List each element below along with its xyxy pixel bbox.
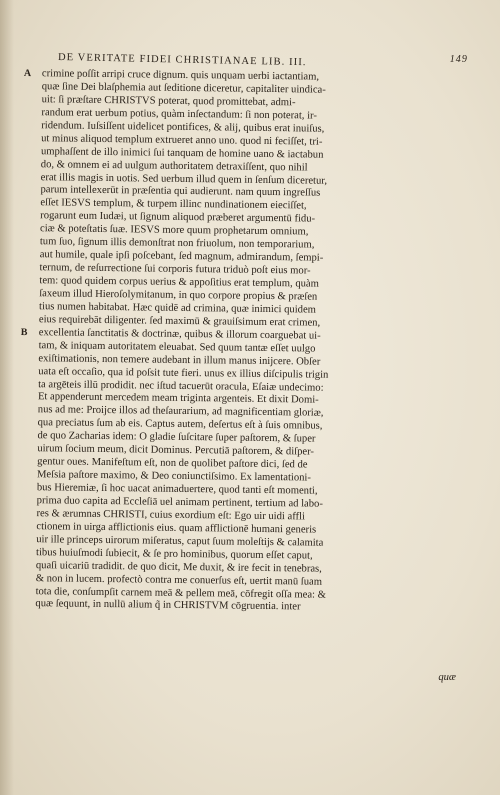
line-text: umphaſſent de illo inimici ſui tanquam de homine uano & iactabun xyxy=(40,145,324,161)
line-text: Et appenderunt mercedem meam triginta argenteis. Et dixit Domi- xyxy=(37,391,319,407)
line-text: ut minus aliquod templum extrueret anno uno. quod ni feciſſet, tri- xyxy=(41,132,323,148)
line-text: prima duo capita ad Eccleſiā uel animam pertinent, tertium ad labo- xyxy=(36,495,323,510)
line-text: quaſi uicariū tradidit. de quo dicit, Me duxit, & ire fecit in tenebras, xyxy=(35,559,322,575)
line-text: bus Hieremiæ, ſi hoc uacat animaduertere, quod tanti eſt momenti, xyxy=(36,482,318,497)
line-text: res & ærumnas CHRISTI, cuius exordium eſt: Ego uir uidi affli xyxy=(36,508,306,523)
line-text: tibus huiuſmodi ſubiecit, & ſe pro hominibus, quorum eſſet caput, xyxy=(36,546,313,562)
line-text: crimine poſſit arripi cruce dignum. quis unquam uerbi iactantiam, xyxy=(41,68,320,83)
line-text: tius numen habitabat. Hæc quidē ad crimina, quæ inimici quidem xyxy=(39,301,316,316)
line-text: eſſet IESVS templum, & turpem illinc nundinationem eieciſſet, xyxy=(40,197,307,212)
line-text: ternum, de reſurrectione ſui corporis futura triduò poſt eius mor- xyxy=(39,262,311,277)
line-text: ridendum. Iuſsiſſent uidelicet pontifices, & alij, quibus erat inuiſus, xyxy=(41,119,325,135)
line-text: quæ ſequunt, in nullū alium q̃ in CHRISTVM cōgruentia. inter xyxy=(35,598,301,613)
page-gutter-shadow xyxy=(0,0,14,795)
line-text: nus ad me: Proijce illos ad theſaurarium, ad magnificentiam gloriæ, xyxy=(37,404,324,420)
running-title: DE VERITATE FIDEI CHRISTIANAE LIB. III. xyxy=(57,52,307,69)
line-text: uirum ſocium meum, dicit Dominus. Percutiā paſtorem, & diſper- xyxy=(37,443,315,458)
line-text: aut humile, quale ipſi poſcebant, ſed magnum, admirandum, ſempi- xyxy=(39,249,324,264)
line-text: erat illis magis in uotis. Sed uerbum illud quem in ſenſum diceretur, xyxy=(40,171,328,187)
line-text: Meſsia paſtore maximo, & Deo coniunctiſsimo. Ex lamentationi- xyxy=(36,469,312,484)
line-text: qua preciatus ſum ab eis. Captus autem, deſertus eſt à ſuis omnibus, xyxy=(37,417,323,432)
line-text: & non in lucem. profectò contra me conuerſus eſt, uertit manū ſuam xyxy=(35,572,323,588)
line-text: ta argēteis illū prodidit. nec iſtud tacuerūt oracula, Eſaiæ undecimo: xyxy=(38,378,324,394)
line-text: tum ſuo, ſignum illis demonſtrat non friuolum, non temporarium, xyxy=(39,236,315,251)
running-header xyxy=(57,52,468,69)
line-text: rogarunt eum Iudæi, ut ſignum aliquod præberet argumentū fidu- xyxy=(40,210,316,225)
line-text: uit: ſi præſtare CHRISTVS poterat, quod promittebat, admi- xyxy=(41,94,296,109)
line-text: do, & omnem ei ad uulgum authoritatem detraxiſſent, quo nihil xyxy=(40,158,308,174)
line-text: tam, & iniquam autoritatem eleuabat. Sed quum tantæ eſſet uulgo xyxy=(38,339,316,355)
line-text: de quo Zacharias idem: O gladie ſuſcitare ſuper paſtorem, & ſuper xyxy=(37,430,316,445)
catchword: quæ xyxy=(438,672,456,683)
line-text: uata eſt occaſio, qua id poſsit tute fieri. unus ex illius diſcipulis trigin xyxy=(38,365,329,381)
line-text: randum erat uerbum potius, quàm inſectandum: ſi non poterat, ir- xyxy=(41,107,317,122)
line-text: gentur oues. Manifeſtum eſt, non de quolibet paſtore dici, ſed de xyxy=(37,456,308,471)
line-text: ctionem in uirga afflictionis eius. quam afflictionē humani generis xyxy=(36,520,317,536)
text-block xyxy=(17,68,476,617)
line-text: quæ ſine Dei blaſphemia aut ſeditione diceretur, capitaliter uindica- xyxy=(41,81,326,96)
line-text: tem: quod quidem corpus uerius & appoſitius erat templum, quàm xyxy=(39,275,319,290)
folio-number: 149 xyxy=(449,54,468,65)
section-marker: B xyxy=(20,326,28,338)
line-text: exiſtimationis, non temere audebant in illum manus inijcere. Obſer xyxy=(38,352,321,368)
line-text: uir ille princeps uirorum miſeratus, caput ſuum moleſtijs & calamita xyxy=(36,533,324,549)
line-text: eius requirebāt diligenter. ſed maximū & grauiſsimum erat crimen, xyxy=(38,314,321,329)
line-text: ciæ & poteſtatis ſuæ. IESVS more quum prophetarum omnium, xyxy=(39,223,309,238)
line-text: excellentia ſanctitatis & doctrinæ, quibus & illorum coarguebat ui- xyxy=(38,326,321,342)
line-text: ſaxeum illud Hieroſolymitanum, in quo corpore propius & præſen xyxy=(39,288,318,303)
line-text: tota die, conſumpſit carnem meā & pellem meā, cōfregit oſſa mea: & xyxy=(35,585,326,601)
line-text: parum intellexerūt in præſentia qui audierunt. nam quum ingreſſus xyxy=(40,184,321,200)
section-marker: A xyxy=(23,68,32,80)
